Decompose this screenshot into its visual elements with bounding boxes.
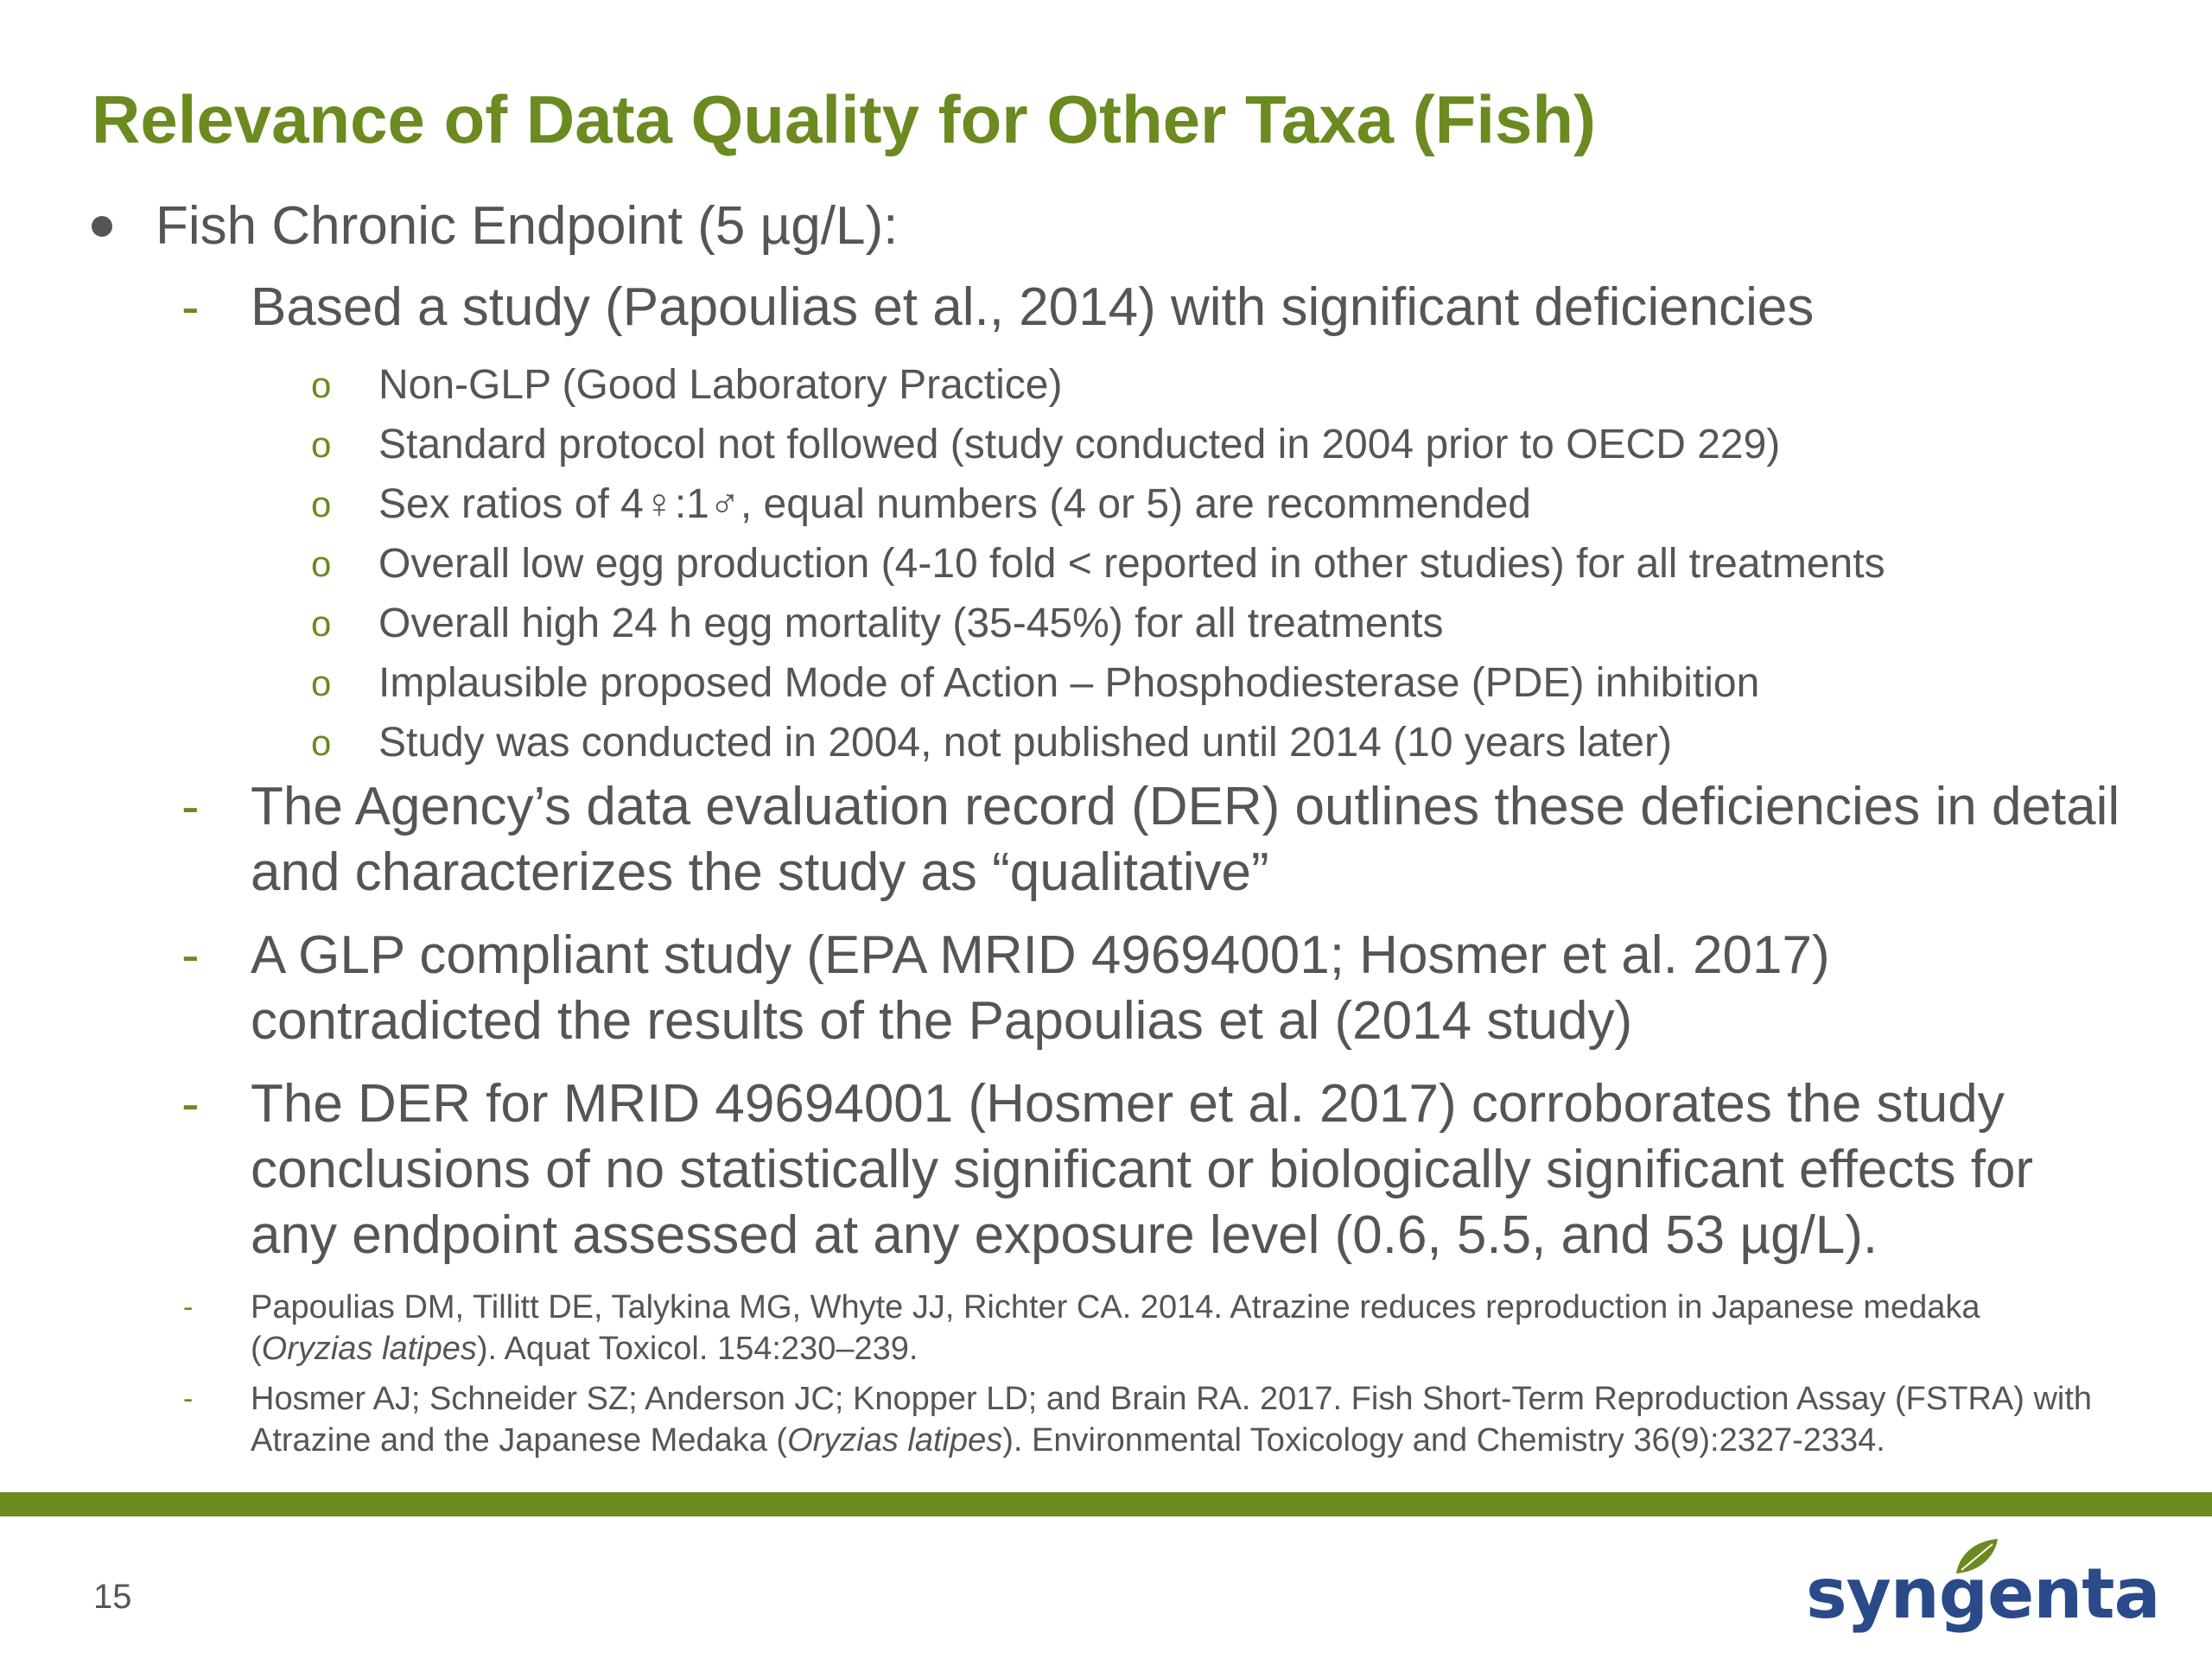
sub-bullet-agency-der: The Agency’s data evaluation record (DER) outlines these deficiencies in detail and characterizes the study as “qualitative” xyxy=(251,777,2120,902)
deficiency-item: Standard protocol not followed (study conducted in 2004 prior to OECD 229) xyxy=(378,422,1781,467)
deficiency-item: Study was conducted in 2004, not published until 2014 (10 years later) xyxy=(378,720,1672,766)
deficiency-item: Overall low egg production (4-10 fold < reported in other studies) for all treatments xyxy=(378,541,1885,587)
dash-marker: - xyxy=(181,1074,200,1134)
logo-wordmark: syngenta xyxy=(1806,1554,2160,1634)
bullet-dot-icon xyxy=(92,216,112,237)
sub-bullet-glp-study: A GLP compliant study (EPA MRID 49694001; Hosmer et al. 2017) contradicted the results of the Papoulias et al (2014 study) xyxy=(251,925,1830,1051)
circle-marker: o xyxy=(311,484,332,524)
dash-marker: - xyxy=(181,277,200,337)
reference-text: Papoulias DM, Tillitt DE, Talykina MG, Whyte JJ, Richter CA. 2014. Atrazine reduces reproduction in Japanese medaka ( xyxy=(251,1289,1980,1367)
circle-marker: o xyxy=(311,722,332,763)
bullet-fish-chronic-endpoint: Fish Chronic Endpoint (5 µg/L): xyxy=(156,196,899,256)
species-name: Oryzias latipes xyxy=(261,1331,477,1367)
dash-marker: - xyxy=(181,777,200,836)
deficiency-item: Sex ratios of 4♀:1♂, equal numbers (4 or 5) are recommended xyxy=(378,481,1531,527)
dash-marker: - xyxy=(183,1291,194,1324)
reference-text: Hosmer AJ; Schneider SZ; Anderson JC; Knopper LD; and Brain RA. 2017. Fish Short-Term Reproduction Assay (FSTRA) with Atrazine and the Japanese Medaka ( xyxy=(251,1381,2093,1459)
circle-marker: o xyxy=(311,663,332,703)
circle-marker: o xyxy=(311,424,332,465)
syngenta-logo xyxy=(1806,1542,2160,1637)
circle-marker: o xyxy=(311,543,332,584)
dash-marker: - xyxy=(181,925,200,985)
circle-marker: o xyxy=(311,365,332,405)
reference-text: ). Aquat Toxicol. 154:230–239. xyxy=(476,1331,918,1367)
sub-bullet-based-study: Based a study (Papoulias et al., 2014) with significant deficiencies xyxy=(251,277,1815,337)
reference-text: ). Environmental Toxicology and Chemistry 36(9):2327-2334. xyxy=(1002,1422,1885,1459)
footer-divider-bar xyxy=(0,1492,2212,1516)
slide-title: Relevance of Data Quality for Other Taxa (Fish) xyxy=(92,81,1596,157)
deficiency-item: Overall high 24 h egg mortality (35-45%) for all treatments xyxy=(378,601,1444,646)
deficiency-item: Implausible proposed Mode of Action – Phosphodiesterase (PDE) inhibition xyxy=(378,660,1760,706)
reference-papoulias xyxy=(251,1287,2082,1370)
dash-marker: - xyxy=(183,1382,194,1415)
species-name: Oryzias latipes xyxy=(787,1422,1003,1459)
reference-hosmer xyxy=(251,1378,2108,1461)
page-number: 15 xyxy=(93,1578,132,1616)
sub-bullet-der-mrid: The DER for MRID 49694001 (Hosmer et al. 2017) corroborates the study conclusions of no statistically significant or biologically significant effects for any endpoint assessed at any exposure level (0.6, 5.5, and 53 µg/L). xyxy=(251,1074,2034,1265)
circle-marker: o xyxy=(311,603,332,644)
deficiency-item: Non-GLP (Good Laboratory Practice) xyxy=(378,362,1063,408)
